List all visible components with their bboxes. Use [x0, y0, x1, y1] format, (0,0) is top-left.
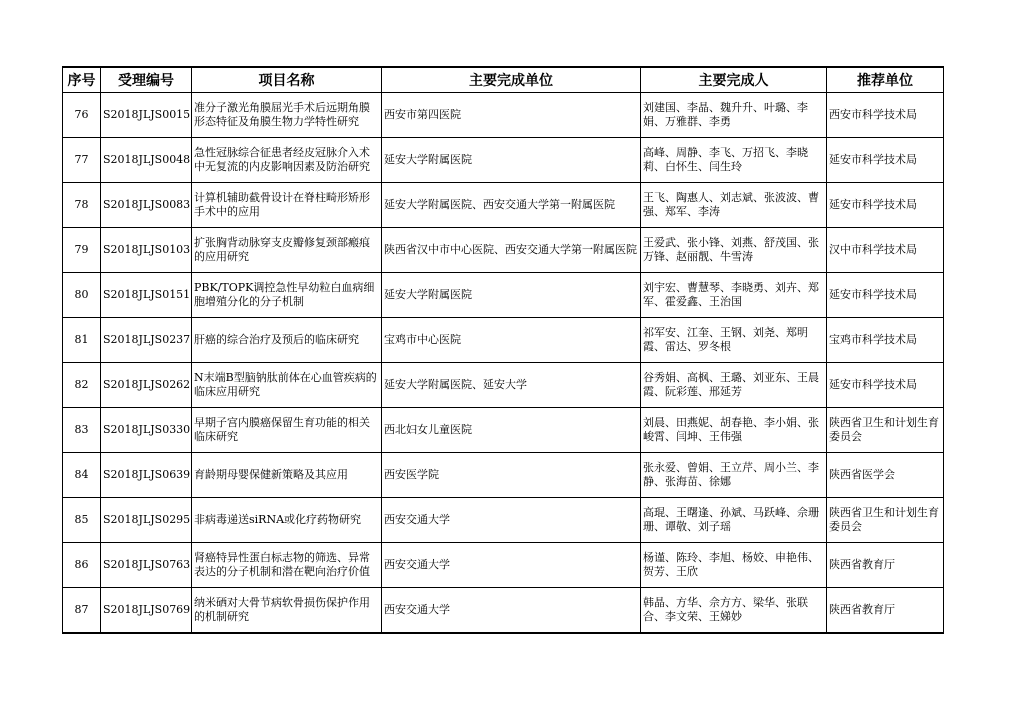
- cell-project-name: 非病毒递送siRNA或化疗药物研究: [192, 498, 382, 543]
- cell-project-name: 早期子宫内膜癌保留生育功能的相关临床研究: [192, 408, 382, 453]
- cell-unit: 西北妇女儿童医院: [382, 408, 641, 453]
- cell-code: S2018JLJS0015: [101, 93, 192, 138]
- header-project-name: 项目名称: [192, 67, 382, 93]
- cell-project-name: 准分子激光角膜屈光手术后远期角膜形态特征及角膜生物力学特性研究: [192, 93, 382, 138]
- cell-seq: 86: [63, 543, 101, 588]
- cell-people: 刘建国、李晶、魏升升、叶璐、李娟、万雅群、李勇: [641, 93, 827, 138]
- cell-code: S2018JLJS0151: [101, 273, 192, 318]
- table-row: [63, 453, 944, 498]
- cell-people: 祁军安、江奎、王钢、刘尧、郑明霞、雷达、罗冬根: [641, 318, 827, 363]
- cell-code: S2018JLJS0330: [101, 408, 192, 453]
- cell-unit: 西安交通大学: [382, 588, 641, 634]
- cell-seq: 85: [63, 498, 101, 543]
- cell-recommender: 陕西省医学会: [827, 453, 944, 498]
- table-row: [63, 183, 944, 228]
- cell-code: S2018JLJS0763: [101, 543, 192, 588]
- cell-seq: 76: [63, 93, 101, 138]
- cell-people: 刘晨、田燕妮、胡春艳、李小娟、张峻霄、闫坤、王伟强: [641, 408, 827, 453]
- cell-recommender: 陕西省卫生和计划生育委员会: [827, 498, 944, 543]
- table-row: [63, 363, 944, 408]
- cell-unit: 西安市第四医院: [382, 93, 641, 138]
- cell-recommender: 延安市科学技术局: [827, 138, 944, 183]
- cell-seq: 78: [63, 183, 101, 228]
- table-row: [63, 588, 944, 634]
- cell-seq: 81: [63, 318, 101, 363]
- cell-people: 高峰、周静、李飞、万招飞、李晓莉、白怀生、闫生玲: [641, 138, 827, 183]
- cell-project-name: N末端B型脑钠肽前体在心血管疾病的临床应用研究: [192, 363, 382, 408]
- table-row: [63, 318, 944, 363]
- cell-people: 刘宇宏、曹慧琴、李晓勇、刘卉、郑军、霍爱鑫、王治国: [641, 273, 827, 318]
- cell-code: S2018JLJS0295: [101, 498, 192, 543]
- cell-recommender: 延安市科学技术局: [827, 183, 944, 228]
- header-people: 主要完成人: [641, 67, 827, 93]
- cell-code: S2018JLJS0639: [101, 453, 192, 498]
- header-unit: 主要完成单位: [382, 67, 641, 93]
- cell-seq: 82: [63, 363, 101, 408]
- cell-project-name: 纳米硒对大骨节病软骨损伤保护作用的机制研究: [192, 588, 382, 634]
- cell-unit: 延安大学附属医院、西安交通大学第一附属医院: [382, 183, 641, 228]
- cell-recommender: 陕西省教育厅: [827, 588, 944, 634]
- cell-project-name: PBK/TOPK调控急性早幼粒白血病细胞增殖分化的分子机制: [192, 273, 382, 318]
- cell-people: 谷秀娟、高枫、王璐、刘亚东、王晨霞、阮彩莲、邢延芳: [641, 363, 827, 408]
- cell-recommender: 汉中市科学技术局: [827, 228, 944, 273]
- cell-seq: 84: [63, 453, 101, 498]
- table-row: [63, 273, 944, 318]
- cell-seq: 79: [63, 228, 101, 273]
- cell-people: 张永爱、曾娟、王立芹、周小兰、李静、张海苗、徐娜: [641, 453, 827, 498]
- cell-recommender: 延安市科学技术局: [827, 273, 944, 318]
- cell-unit: 西安交通大学: [382, 543, 641, 588]
- cell-recommender: 延安市科学技术局: [827, 363, 944, 408]
- table-row: [63, 498, 944, 543]
- header-row: [63, 67, 944, 93]
- header-recommender: 推荐单位: [827, 67, 944, 93]
- cell-project-name: 肝癌的综合治疗及预后的临床研究: [192, 318, 382, 363]
- table-row: [63, 543, 944, 588]
- cell-unit: 延安大学附属医院: [382, 138, 641, 183]
- cell-people: 王飞、陶惠人、刘志斌、张波波、曹强、郑军、李涛: [641, 183, 827, 228]
- cell-code: S2018JLJS0769: [101, 588, 192, 634]
- header-seq: 序号: [63, 67, 101, 93]
- cell-unit: 陕西省汉中市中心医院、西安交通大学第一附属医院: [382, 228, 641, 273]
- cell-recommender: 宝鸡市科学技术局: [827, 318, 944, 363]
- cell-unit: 宝鸡市中心医院: [382, 318, 641, 363]
- cell-unit: 西安医学院: [382, 453, 641, 498]
- cell-people: 杨谨、陈玲、李旭、杨姣、申艳伟、贺芳、王欣: [641, 543, 827, 588]
- cell-unit: 西安交通大学: [382, 498, 641, 543]
- cell-code: S2018JLJS0083: [101, 183, 192, 228]
- table-row: [63, 138, 944, 183]
- table-row: [63, 228, 944, 273]
- cell-people: 高琨、王曙逢、孙斌、马跃峰、佘珊珊、谭敬、刘子瑶: [641, 498, 827, 543]
- table-row: [63, 93, 944, 138]
- cell-unit: 延安大学附属医院、延安大学: [382, 363, 641, 408]
- cell-code: S2018JLJS0048: [101, 138, 192, 183]
- cell-code: S2018JLJS0103: [101, 228, 192, 273]
- cell-seq: 83: [63, 408, 101, 453]
- table-row: [63, 408, 944, 453]
- cell-project-name: 急性冠脉综合征患者经皮冠脉介入术中无复流的内皮影响因素及防治研究: [192, 138, 382, 183]
- cell-project-name: 扩张胸背动脉穿支皮瓣修复颈部瘢痕的应用研究: [192, 228, 382, 273]
- cell-recommender: 陕西省教育厅: [827, 543, 944, 588]
- cell-unit: 延安大学附属医院: [382, 273, 641, 318]
- cell-recommender: 陕西省卫生和计划生育委员会: [827, 408, 944, 453]
- awards-table: [62, 66, 944, 634]
- cell-people: 韩晶、方华、佘方方、梁华、张联合、李文荣、王娣妙: [641, 588, 827, 634]
- cell-code: S2018JLJS0262: [101, 363, 192, 408]
- cell-seq: 77: [63, 138, 101, 183]
- cell-recommender: 西安市科学技术局: [827, 93, 944, 138]
- cell-people: 王爱武、张小锋、刘燕、舒茂国、张万锋、赵丽靓、牛雪涛: [641, 228, 827, 273]
- cell-project-name: 计算机辅助截骨设计在脊柱畸形矫形手术中的应用: [192, 183, 382, 228]
- cell-project-name: 育龄期母婴保健新策略及其应用: [192, 453, 382, 498]
- header-code: 受理编号: [101, 67, 192, 93]
- cell-project-name: 肾癌特异性蛋白标志物的筛选、异常表达的分子机制和潜在靶向治疗价值: [192, 543, 382, 588]
- cell-seq: 80: [63, 273, 101, 318]
- cell-code: S2018JLJS0237: [101, 318, 192, 363]
- cell-seq: 87: [63, 588, 101, 634]
